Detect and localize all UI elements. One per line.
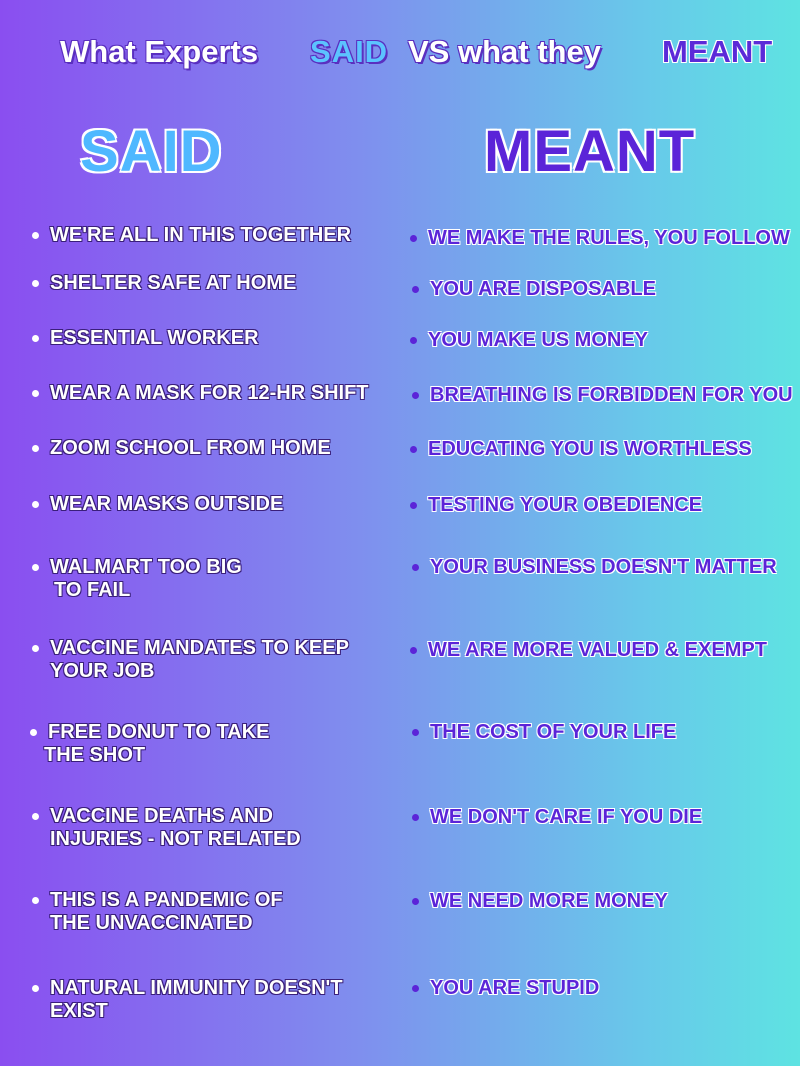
said-item: SHELTER SAFE AT HOME (32, 272, 296, 295)
meant-column-title: MEANT (484, 119, 696, 184)
headline-meant: MEANT (662, 34, 773, 69)
bullet-icon (32, 390, 39, 397)
bullet-icon (412, 898, 419, 905)
bullet-icon (412, 286, 419, 293)
meant-item: WE ARE MORE VALUED & EXEMPT (410, 639, 767, 662)
bullet-icon (412, 985, 419, 992)
bullet-icon (412, 814, 419, 821)
said-item: WALMART TOO BIG TO FAIL (32, 556, 242, 602)
meant-item: WE MAKE THE RULES, YOU FOLLOW (410, 227, 790, 250)
said-item: WE'RE ALL IN THIS TOGETHER (32, 224, 351, 247)
bullet-icon (32, 564, 39, 571)
bullet-icon (412, 392, 419, 399)
said-item: VACCINE DEATHS AND INJURIES - NOT RELATED (32, 805, 301, 851)
meant-item: YOU MAKE US MONEY (410, 329, 648, 352)
meant-item: THE COST OF YOUR LIFE (412, 721, 676, 744)
headline-part2: VS what they (408, 34, 601, 69)
said-item: ESSENTIAL WORKER (32, 327, 259, 350)
meant-item: YOUR BUSINESS DOESN'T MATTER (412, 556, 777, 579)
bullet-icon (32, 645, 39, 652)
meant-item: WE NEED MORE MONEY (412, 890, 668, 913)
bullet-icon (410, 647, 417, 654)
bullet-icon (412, 729, 419, 736)
bullet-icon (32, 335, 39, 342)
meant-item: TESTING YOUR OBEDIENCE (410, 494, 702, 517)
meant-item: BREATHING IS FORBIDDEN FOR YOU (412, 384, 793, 407)
headline-part1: What Experts (60, 34, 259, 69)
bullet-icon (410, 502, 417, 509)
meant-item: YOU ARE STUPID (412, 977, 599, 1000)
bullet-icon (410, 446, 417, 453)
meant-item: YOU ARE DISPOSABLE (412, 278, 656, 301)
meant-item: EDUCATING YOU IS WORTHLESS (410, 438, 752, 461)
said-item: FREE DONUT TO TAKE THE SHOT (30, 721, 269, 767)
bullet-icon (32, 445, 39, 452)
said-item: THIS IS A PANDEMIC OF THE UNVACCINATED (32, 889, 283, 935)
headline-said: SAID (310, 34, 389, 69)
bullet-icon (32, 897, 39, 904)
bullet-icon (32, 280, 39, 287)
said-item: VACCINE MANDATES TO KEEP YOUR JOB (32, 637, 349, 683)
bullet-icon (32, 501, 39, 508)
bullet-icon (32, 232, 39, 239)
bullet-icon (410, 235, 417, 242)
said-column-title: SAID (80, 119, 223, 184)
bullet-icon (32, 985, 39, 992)
bullet-icon (32, 813, 39, 820)
bullet-icon (30, 729, 37, 736)
said-item: WEAR MASKS OUTSIDE (32, 493, 283, 516)
headline (0, 34, 800, 78)
bullet-icon (412, 564, 419, 571)
meant-item: WE DON'T CARE IF YOU DIE (412, 806, 702, 829)
said-item: NATURAL IMMUNITY DOESN'T EXIST (32, 977, 343, 1023)
said-item: WEAR A MASK FOR 12-HR SHIFT (32, 382, 369, 405)
bullet-icon (410, 337, 417, 344)
said-item: ZOOM SCHOOL FROM HOME (32, 437, 331, 460)
